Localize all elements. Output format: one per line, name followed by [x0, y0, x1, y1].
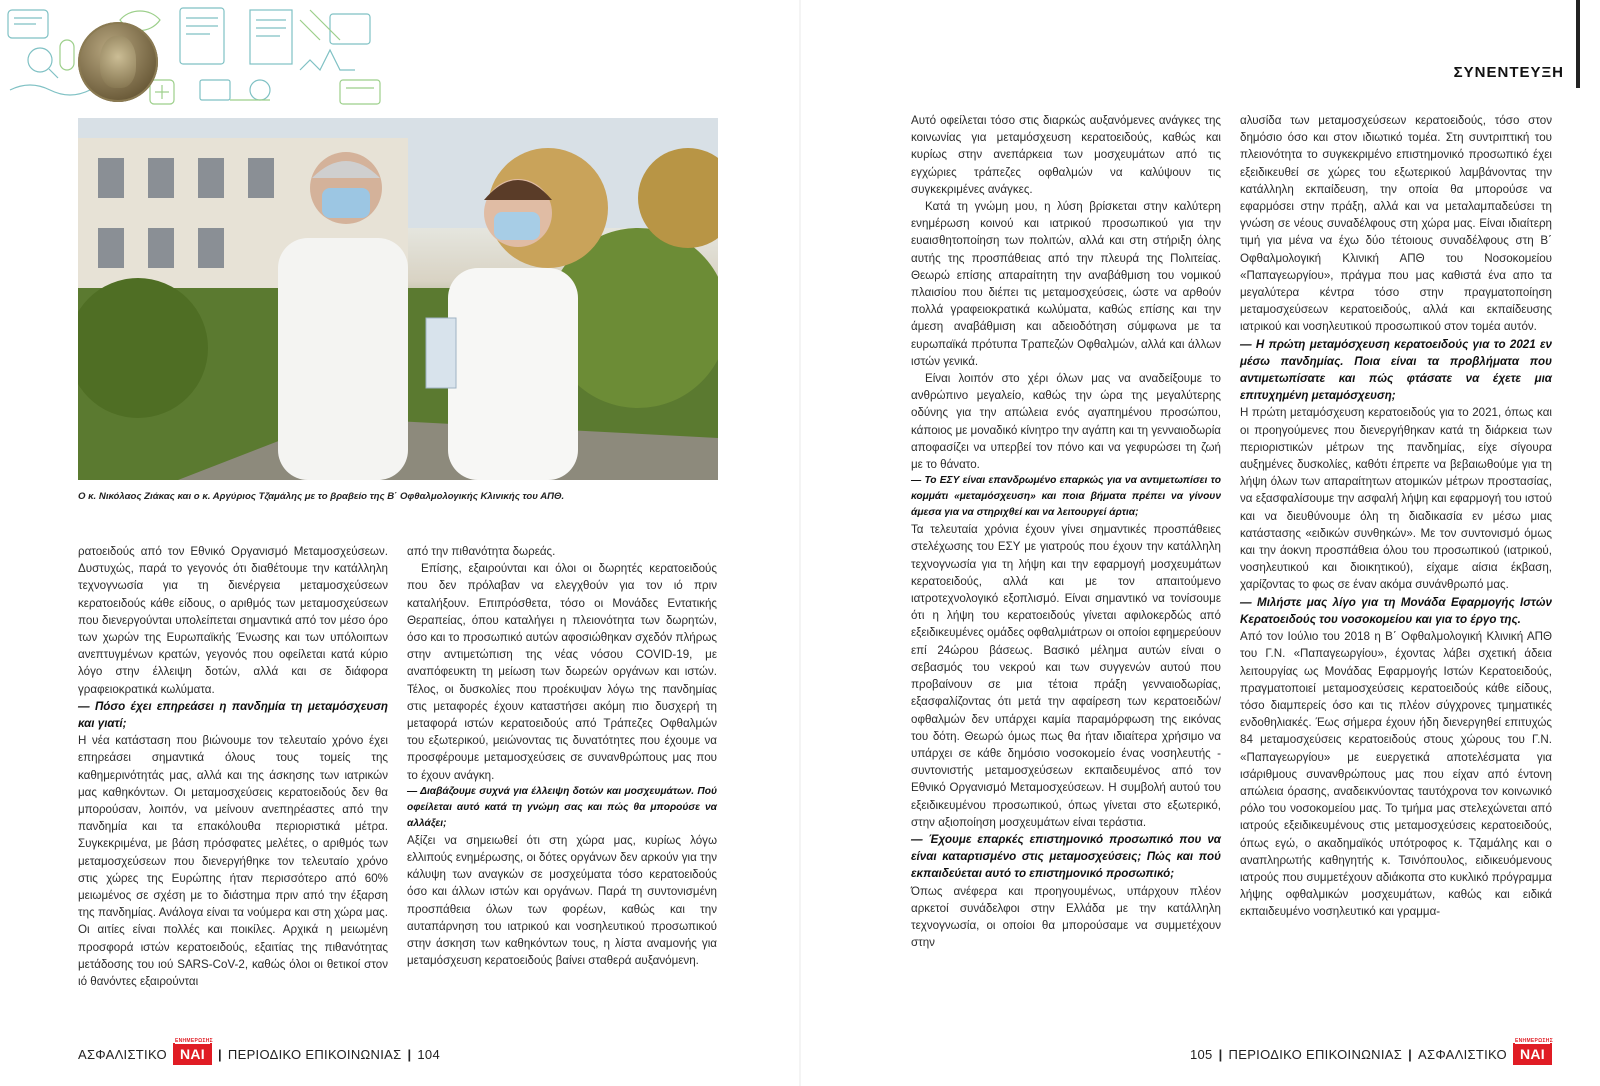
- logo-tagline: ΕΝΗΜΕΡΩΣΗΣ: [174, 1038, 213, 1044]
- section-label: ΣΥΝΕΝΤΕΥΞΗ: [1453, 64, 1564, 81]
- magazine-subtitle: ΠΕΡΙΟΔΙΚΟ ΕΠΙΚΟΙΝΩΝΙΑΣ: [227, 1046, 402, 1062]
- paragraph: Κατά τη γνώμη μου, η λύση βρίσκεται στην καλύτερη ενημέρωση κοινού και ιατρικού προσωπικού για την ευαισθητοποίηση των πολιτών, αλλά και στη στήριξη όλης αυτής της προσπάθειας από την πλευρά της Πολιτείας. Θεωρώ επίσης απαραίτητη την αναβάθμιση του νομικού πλαισίου που διέπει τις μεταμοσχεύσεις, ώστε να αρθούν πολλά γραφειοκρατικά κωλύματα, καθώς επίσης και την άμεση αναβάθμιση και αδειοδότηση σύμφωνα με τα ευρωπαϊκά πρότυπα Τραπεζών Οφθαλμών, αλλά και άλλων ιστών γενικά.: [911, 200, 1221, 368]
- logo-text: ΝΑΙ: [1519, 1046, 1545, 1062]
- magazine-subtitle: ΠΕΡΙΟΔΙΚΟ ΕΠΙΚΟΙΝΩΝΙΑΣ: [1228, 1046, 1403, 1062]
- medical-doodle-icons: [0, 0, 400, 120]
- hero-photo: [78, 118, 718, 480]
- paragraph: Αξίζει να σημειωθεί ότι στη χώρα μας, κυρίως λόγω ελλιπούς ενημέρωσης, οι δότες οργάνων δεν αρκούν για την κάλυψη των αναγκών σε μοσχεύματα τόσο κερατοειδούς όσο και άλλων ιστών και οργάνων. Παρά τη συντονισμένη προσπάθεια όλων των φορέων, καθώς και την αυταπάρνηση του ιατρικού και νοσηλευτικού προσωπικού στην άσκηση των καθηκόντων τους, η λίστα αναμονής για μεταμόσχευση κερατοειδούς βαίνει σταθερά αυξανόμενη.: [407, 833, 717, 968]
- paragraph: Αυτό οφείλεται τόσο στις διαρκώς αυξανόμενες ανάγκες της κοινωνίας για μεταμόσχευση κερατοειδούς, καθώς και κυρίως στην ανεπάρκεια των μοσχευμάτων από τις εγχώριες τράπεζες οφθαλμών να καλύψουν τις συγκεκριμένες ανάγκες.: [911, 114, 1221, 196]
- paragraph: ρατοειδούς από τον Εθνικό Οργανισμό Μεταμοσχεύσεων. Δυστυχώς, παρά το γεγονός ότι διαθέτουμε την κατάλληλη τεχνογνωσία για τη διενέργεια μεταμοσχεύσεων κερατοειδούς κάθε είδους, ο αριθμός των μεταμοσχεύσεων που διενεργούνται υπολείπεται σημαντικά από τον μέσο όρο των χωρών της Ευρωπαϊκής Ένωσης και των υπόλοιπων ανεπτυγμένων κρατών, γεγονός που οφείλεται κατά κύριο λόγο στην έλλειψη δοτών, αλλά και σε διάφορα γραφειοκρατικά κωλύματα.: [78, 545, 388, 696]
- paragraph: Η πρώτη μεταμόσχευση κερατοειδούς για το 2021, όπως και οι προηγούμενες που διενεργήθηκαν κατά τη διάρκεια των περιοριστικών μέτρων της πανδημίας, είχε σίγουρα αυξημένες δυσκολίες, καθότι έπρεπε να βεβαιωθούμε για τη λήψη όλων των απαραίτητων ατομικών μέτρων προστασίας, να εξασφαλίσουμε την ασφαλή λήψη και εφαρμογή του ιστού και να διευθύνουμε όλη τη διαδικασία εν μέσω μιας κατάστασης «ειδικών συνθηκών». Με τον συντονισμό όμως και την άοκνη προσπάθεια όλου του προσωπικού (ιατρικού, νοσηλευτικού και διοικητικού), είχαμε αίσια έκβαση, χαρίζοντας το φως σε έναν ακόμα συνάνθρωπό μας.: [1240, 406, 1552, 592]
- separator: |: [407, 1046, 412, 1062]
- magazine-name: ΑΣΦΑΛΙΣΤΙΚΟ: [1418, 1046, 1507, 1062]
- paragraph: Τα τελευταία χρόνια έχουν γίνει σημαντικές προσπάθειες στελέχωσης του ΕΣΥ με γιατρούς που έχουν την κατάλληλη τεχνογνωσία για τη λήψη και την εφαρμογή μοσχευμάτων κερατοειδούς, αλλά και με τον απαιτούμενο ιατροτεχνολογικό εξοπλισμό. Είναι σημαντικό να τονίσουμε ότι η λήψη του κερατοειδούς γίνεται αφιλοκερδώς από εξειδικευμένες ομάδες οφθαλμιάτρων οι οποίοι εφημερεύουν επί 24ώρου βάσεως. Βασικό μέλημα αυτών είναι ο σεβασμός του νεκρού και των συγγενών αυτού που προβαίνουν σε μια τέτοια πράξη γενναιοδωρίας, εξασφαλίζοντας ότι μετά την αφαίρεση των κερατοειδών/οφθαλμών δεν υπάρχει καμία παραμόρφωση της εικόνας του δότη. Θεωρώ όμως πως θα ήταν ιδιαίτερα χρήσιμο να υπάρχει σε κάθε δημόσιο νοσοκομείο ένας νοσηλευτής - συντονιστής μεταμοσχεύσεων εκπαιδευμένος από τον Εθνικό Οργανισμό Μεταμοσχεύσεων. Η συμβολή αυτού του εξειδικευμένου προσωπικού, όπως γίνεται στο εξωτερικό, στην αξιοποίηση μοσχευμάτων είναι τεράστια.: [911, 523, 1221, 829]
- right-page: [800, 0, 1600, 1086]
- separator: |: [217, 1046, 222, 1062]
- paragraph: αλυσίδα των μεταμοσχεύσεων κερατοειδούς, τόσο στον δημόσιο όσο και στον ιδιωτικό τομέα. Στη συντριπτική του πλειονότητα το συγκεκριμένο επιστημονικό προσωπικό έχει εξειδικευθεί σε χώρες του εξωτερικού λαμβάνοντας την κατάλληλη εκπαίδευση, την οποία θα μπορούσε να εφαρμόσει στην πράξη, αλλά και να μεταλαμπαδεύσει τη γνώση σε νέους συναδέλφους στη χώρα μας. Είναι ιδιαίτερη τιμή για μένα να έχω δύο τέτοιους συναδέλφους στη Β΄ Οφθαλμολογική Κλινική ΑΠΘ του Νοσοκομείου «Παπαγεωργίου», πράγμα που μας καθιστά ένα απο τα μεγαλύτερα κέντρα τόσο στην πραγματοποίηση μεταμοσχεύσεων κερατοειδούς, αλλά και εκπαίδευσης ιατρικού και νοσηλευτικού προσωπικού στον τομέα αυτόν.: [1240, 114, 1552, 334]
- logo-text: ΝΑΙ: [179, 1046, 205, 1062]
- paragraph: Είναι λοιπόν στο χέρι όλων μας να αναδείξουμε το ανθρώπινο μεγαλείο, καθώς την ώρα της μεγαλύτερης οδύνης για την απώλεια ενός αγαπημένου προσώπου, κάποιος με μοναδικό κίνητρο την αγάπη και τη γενναιοδωρία αποφασίζει να υπερβεί τον πόνο και να γεφυρώσει τη ζωή με το θάνατο.: [911, 372, 1221, 472]
- section-rule: [1576, 0, 1580, 88]
- text-column-4: [1240, 112, 1552, 921]
- interview-question: — Η πρώτη μεταμόσχευση κερατοειδούς για το 2021 εν μέσω πανδημίας. Ποια είναι τα προβλήματα που αντιμετωπίσατε και πώς φτάσατε να έχετε μια επιτυχημένη μεταμόσχευση;: [1240, 337, 1552, 403]
- page-number: 104: [417, 1046, 440, 1062]
- paragraph: Η νέα κατάσταση που βιώνουμε τον τελευταίο χρόνο έχει επηρεάσει σημαντικά όλους τους τομείς της καθημερινότητάς μας, αλλά και της άσκησης των ιατρικών μας καθηκόντων. Οι μεταμοσχεύσεις κερατοειδούς δεν θα μπορούσαν, λοιπόν, να μείνουν ανεπηρέαστες από την πανδημία και τα επακόλουθα περιοριστικά μέτρα. Συγκεκριμένα, με βάση πρόσφατες μελέτες, ο αριθμός των μεταμοσχεύσεων που διενεργήθηκε τον τελευταίο χρόνο στις χώρες της Ευρώπης ήταν περισσότερο από 60% μειωμένος σε σχέση με το διάστημα πριν από την έξαρση της πανδημίας. Ανάλογα είναι τα νούμερα και στη χώρα μας. Οι αιτίες είναι πολλές και ποικίλες. Αρχικά η μειωμένη προσφορά ιστών κερατοειδούς, εξαιτίας της πιθανότητας μετάδοσης του ιού SARS-CoV-2, καθώς όλοι οι θετικοί στον ιό θανόντες εξαιρούνται: [78, 734, 388, 989]
- text-column-2: [407, 543, 717, 969]
- text-column-1: [78, 543, 388, 990]
- nai-logo: [1513, 1038, 1553, 1065]
- photo-illustration: [78, 118, 718, 480]
- interview-question: — Μιλήστε μας λίγο για τη Μονάδα Εφαρμογής Ιστών Κερατοειδούς του νοσοκομείου και για το έργο της.: [1240, 595, 1552, 626]
- hippocrates-medal-icon: [78, 22, 158, 102]
- paragraph: από την πιθανότητα δωρεάς.: [407, 545, 556, 558]
- logo-tagline: ΕΝΗΜΕΡΩΣΗΣ: [1514, 1038, 1553, 1044]
- interview-question: — Διαβάζουμε συχνά για έλλειψη δοτών και μοσχευμάτων. Πού οφείλεται αυτό κατά τη γνώμη σας και πώς θα μπορούσε να αλλάξει;: [407, 785, 717, 829]
- magazine-name: ΑΣΦΑΛΙΣΤΙΚΟ: [78, 1046, 167, 1062]
- interview-question: — Πόσο έχει επηρεάσει η πανδημία τη μεταμόσχευση και γιατί;: [78, 699, 388, 731]
- paragraph: Επίσης, εξαιρούνται και όλοι οι δωρητές κερατοειδούς που δεν πρόλαβαν να ελεγχθούν για τον ιό πριν καταλήξουν. Επιπρόσθετα, τόσο οι Μονάδες Εντατικής Θεραπείας, όπου καταλήγει η πλειονότητα των δωρητών, όσο και το προσωπικό αυτών αφοσιώθηκαν σχεδόν πλήρως στην αντιμετώπιση της νέας νόσου COVID-19, με αναπόφευκτη τη μείωση των δωρεών οργάνων και ιστών. Τέλος, οι δυσκολίες που προέκυψαν λόγω της πανδημίας στις μεταφορές έχουν καταστήσει ακόμη πιο δυσχερή τη μεταφορά ιστών κερατοειδούς από Τράπεζες Οφθαλμών του εξωτερικού, μειώνοντας τις δυνατότητες που έχουμε να προσφέρουμε μεταμοσχεύσεις σε συνανθρώπους μας που το έχουν ανάγκη.: [407, 562, 717, 782]
- nai-logo: [173, 1038, 213, 1065]
- text-column-3: [911, 112, 1221, 951]
- interview-question: — Το ΕΣΥ είναι επανδρωμένο επαρκώς για να αντιμετωπίσει το κομμάτι «μεταμόσχευση» και ποια βήματα πρέπει να γίνουν άμεσα για να στηριχθεί και να λειτουργεί άρτια;: [911, 475, 1221, 519]
- separator: |: [1218, 1046, 1223, 1062]
- page-number: 105: [1190, 1046, 1213, 1062]
- footer-left: [78, 1038, 440, 1065]
- interview-question: — Έχουμε επαρκές επιστημονικό προσωπικό που να είναι καταρτισμένο στις μεταμοσχεύσεις; Πώς και πού εκπαιδεύεται αυτό το επιστημονικό προσωπικό;: [911, 832, 1221, 881]
- separator: |: [1408, 1046, 1413, 1062]
- paragraph: Από τον Ιούλιο του 2018 η Β΄ Οφθαλμολογική Κλινική ΑΠΘ του Γ.Ν. «Παπαγεωργίου», έχοντας λάβει σχετική άδεια λειτουργίας ως Μονάδας Εφαρμογής Ιστών Κερατοειδούς, πραγματοποιεί μεταμοσχεύσεις κερατοειδούς κάθε είδους, τόσο διαμπερείς όσο και τις πλέον σύγχρονες τμηματικές ενδοθηλιακές. Έως σήμερα έχουν ήδη διενεργηθεί επιτυχώς 84 μεταμοσχεύσεις κερατοειδούς στους χώρους του Γ.Ν. «Παπαγεωργίου» με ευεργετικά αποτελέσματα για ισάριθμους συνανθρώπους μας που είχαν από έντονη απώλεια όρασης, αναδεικνύοντας ταυτόχρονα τον κοινωνικό ρόλο του νοσοκομείου μας. Το τμήμα μας στελεχώνεται από ιατρούς εξειδικευμένους στις μεταμοσχεύσεις κερατοειδούς, όπως εγώ, ο ακαδημαϊκός υπότροφος κ. Τζαμάλης και ο αναπληρωτής καθηγητής κ. Τσινόπουλος, ειδικευόμενους ιατρούς που συμμετέχουν αδιάκοπα στο κυκλικό πρόγραμμα λήψης οφθαλμικών μοσχευμάτων, καθώς και ειδικά εκπαιδευμένο νοσηλευτικό και γραμμα-: [1240, 630, 1552, 919]
- paragraph: Όπως ανέφερα και προηγουμένως, υπάρχουν πλέον αρκετοί συνάδελφοι στην Ελλάδα με την κατάλληλη τεχνογνωσία, οι οποίοι θα μπορούσαμε να συμμετέχουν στην: [911, 884, 1221, 950]
- footer-right: [1190, 1038, 1553, 1065]
- photo-caption: Ο κ. Νικόλαος Ζιάκας και ο κ. Αργύριος Τζαμάλης με το βραβείο της Β΄ Οφθαλμολογικής Κλινικής του ΑΠΘ.: [78, 491, 565, 502]
